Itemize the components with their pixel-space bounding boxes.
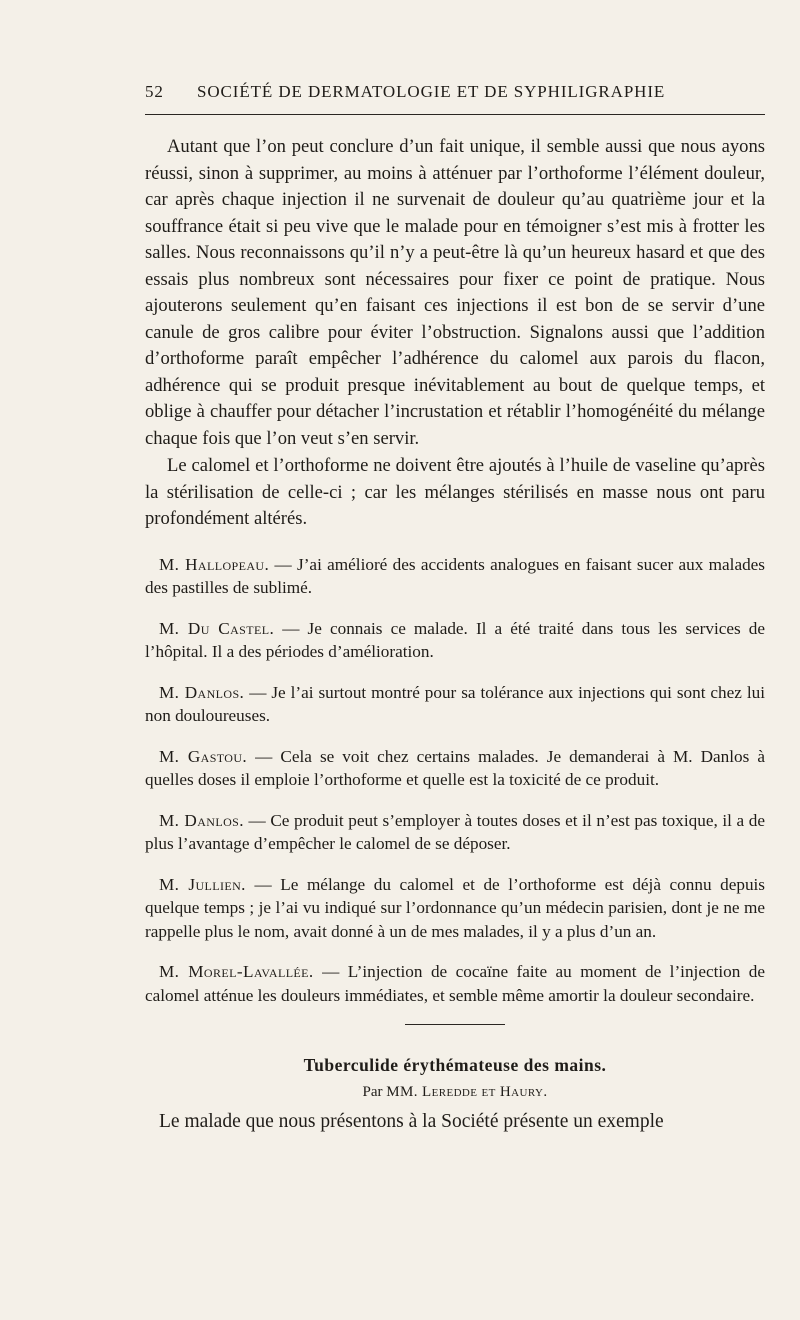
discussion-entry <box>145 553 765 600</box>
speech-text: — Le mélange du calomel et de l’orthoforme est déjà connu depuis quelque temps ; je l’ai vu indiqué sur l’ordonnance qu’un médecin parisien, dont je ne me rappelle plus le nom, avait donné à un de mes malades, il y a plus d’un an. <box>145 874 766 941</box>
speaker-name: M. Danlos. <box>159 810 244 830</box>
main-text <box>145 134 765 533</box>
paragraph: Le calomel et l’orthoforme ne doivent être ajoutés à l’huile de vaseline qu’après la stérilisation de celle-ci ; car les mélanges stérilisés en masse nous ont paru profondément altérés. <box>145 455 765 529</box>
speaker-name: M. Danlos. <box>159 682 245 702</box>
speaker-name: M. Du Castel. <box>159 618 275 638</box>
discussion-entry <box>145 617 765 664</box>
discussion-entry <box>145 809 765 856</box>
speaker-name: M. Gastou. <box>159 746 248 766</box>
speech-text: — Cela se voit chez certains malades. Je demanderai à M. Danlos à quelles doses il emploie l’orthoforme et quelle est la toxicité de ce produit. <box>145 746 766 789</box>
speech-text: — J’ai amélioré des accidents analogues en faisant sucer aux malades des pastilles de sublimé. <box>145 554 765 597</box>
page <box>145 82 765 1133</box>
speaker-name: M. Morel-Lavallée. <box>159 962 314 981</box>
article-byline <box>145 1084 765 1101</box>
discussion-entry <box>145 960 765 1007</box>
discussion-entry <box>145 681 765 728</box>
page-header <box>145 82 765 115</box>
speech-text: — Je connais ce malade. Il a été traité dans tous les services de l’hôpital. Il a des périodes d’amélioration. <box>145 618 766 661</box>
section-divider <box>405 1024 505 1025</box>
byline-prefix: Par <box>362 1084 383 1100</box>
discussion <box>145 553 765 1008</box>
running-title: SOCIÉTÉ DE DERMATOLOGIE ET DE SYPHILIGRAPHIE <box>197 82 666 101</box>
paragraph: Autant que l’on peut conclure d’un fait unique, il semble aussi que nous ayons réussi, sinon à supprimer, au moins à atténuer par l’orthoforme l’élément douleur, car après chaque injection il ne survenait de douleur qu’au quatrième jour et la souffrance était si peu vive que le malade pour en témoigner s’est mis à frotter les salles. Nous reconnaissons qu’il n’y a peut-être là qu’un heureux hasard et que des essais plus nombreux sont nécessaires pour fixer ce point de pratique. Nous ajouterons seulement qu’en faisant ces injections il est bon de se servir d’une canule de gros calibre pour éviter l’obstruction. Signalons aussi que l’addition d’orthoforme paraît empêcher l’adhérence du calomel aux parois du flacon, adhérence qui se produit presque inévitablement au bout de quelque temps, et oblige à chauffer pour détacher l’incrustation et rétablir l’homogénéité du mélange chaque fois que l’on veut s’en servir. <box>145 136 765 449</box>
speech-text: — Ce produit peut s’employer à toutes doses et il n’est pas toxique, il a de plus l’avantage d’empêcher le calomel de se déposer. <box>145 810 765 853</box>
speech-text: — Je l’ai surtout montré pour sa tolérance aux injections qui sont chez lui non douloureuses. <box>145 682 766 725</box>
discussion-entry <box>145 873 765 944</box>
article-title: Tuberculide érythémateuse des mains. <box>303 1055 607 1075</box>
speaker-name: M. Jullien. <box>159 874 246 894</box>
speech-text: — L’injection de cocaïne faite au moment de l’injection de calomel atténue les douleurs immédiates, et semble même amortir la douleur secondaire. <box>145 962 766 1005</box>
speaker-name: M. Hallopeau. <box>159 554 270 574</box>
discussion-entry <box>145 745 765 792</box>
page-number: 52 <box>145 82 164 101</box>
article-lead: Le malade que nous présentons à la Société présente un exemple <box>159 1111 664 1132</box>
byline-authors: MM. Leredde et Haury. <box>386 1084 548 1100</box>
